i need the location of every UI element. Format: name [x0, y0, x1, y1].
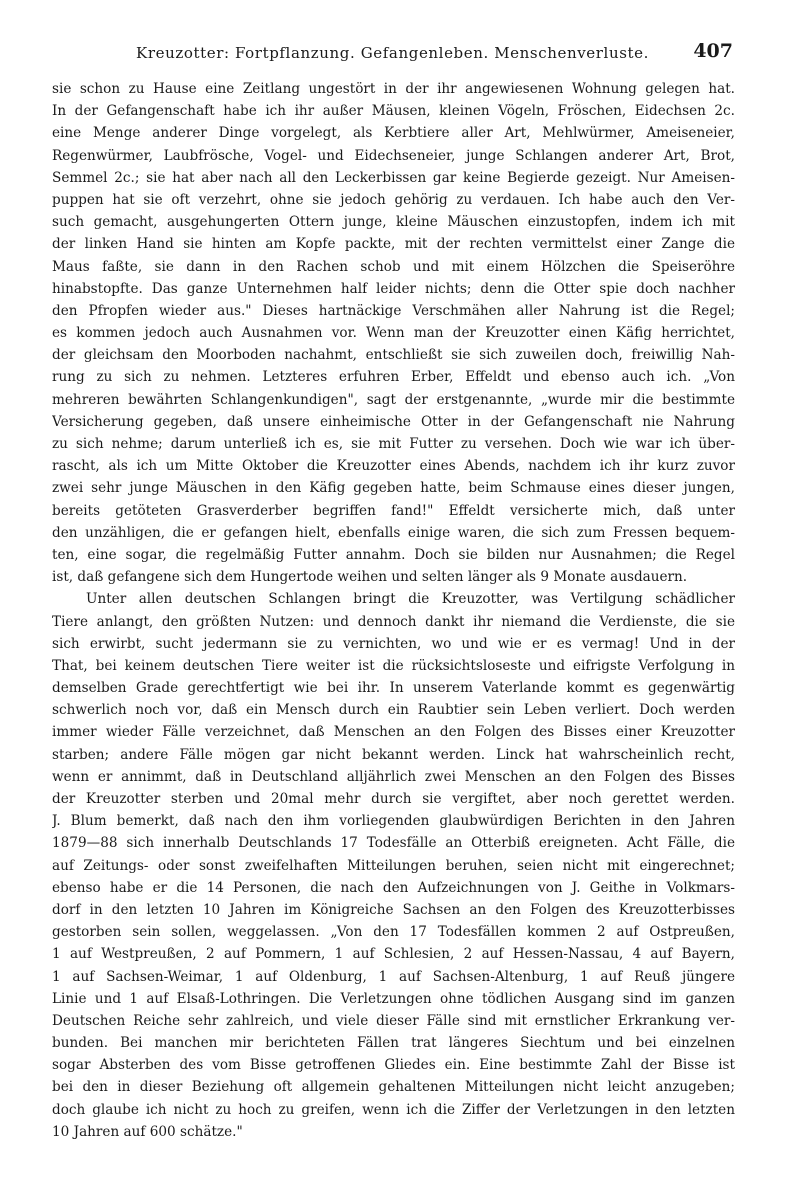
text-line: bei den in dieser Beziehung oft allgemein gehaltenen Mitteilungen nicht leicht anzugeben;	[52, 1079, 735, 1096]
text-line: ten, eine sogar, die regelmäßig Futter annahm. Doch sie bilden nur Ausnahmen; die Regel	[52, 546, 735, 563]
text-line: immer wieder Fälle verzeichnet, daß Menschen an den Folgen des Bisses einer Kreuzotter	[52, 724, 735, 741]
text-line: starben; andere Fälle mögen gar nicht bekannt werden. Linck hat wahrscheinlich recht,	[52, 746, 735, 763]
text-line: sogar Absterben des vom Bisse getroffenen Gliedes ein. Eine bestimmte Zahl der Bisse ist	[52, 1057, 735, 1074]
text-line: schwerlich noch vor, daß ein Mensch durch ein Raubtier sein Leben verliert. Doch werden	[52, 702, 735, 719]
text-line: der Kreuzotter sterben und 20mal mehr durch sie vergiftet, aber noch gerettet werden.	[52, 791, 735, 807]
paragraph	[52, 588, 735, 1143]
text-line: den unzähligen, die er gefangen hielt, ebenfalls einige waren, die sich zum Fressen bequem-	[52, 524, 735, 541]
text-line: Versicherung gegeben, daß unsere einheimische Otter in der Gefangenschaft nie Nahrung	[52, 413, 735, 430]
text-line: mehreren bewährten Schlangenkundigen", sagt der erstgenannte, „wurde mir die bestimmte	[52, 391, 735, 408]
text-line: doch glaube ich nicht zu hoch zu greifen, wenn ich die Ziffer der Verletzungen in den letzten	[52, 1101, 735, 1118]
text-line: zwei sehr junge Mäuschen in den Käfig gegeben hatte, beim Schmause eines dieser jungen,	[52, 480, 735, 497]
running-head: Kreuzotter: Fortpflanzung. Gefangenleben. Menschenverluste.	[136, 44, 649, 62]
text-line: That, bei keinem deutschen Tiere weiter ist die rücksichtsloseste und eifrigste Verfolgung in	[52, 657, 735, 674]
text-line: Deutschen Reiche sehr zahlreich, und viele dieser Fälle sind mit ernstlicher Erkrankung ver-	[52, 1012, 735, 1029]
text-line: demselben Grade gerechtfertigt wie bei ihr. In unserem Vaterlande kommt es gegenwärtig	[52, 680, 735, 697]
text-line: bunden. Bei manchen mir berichteten Fällen trat längeres Siechtum und bei einzelnen	[52, 1035, 735, 1052]
text-line: such gemacht, ausgehungerten Ottern junge, kleine Mäuschen einzustopfen, indem ich mit	[52, 214, 735, 231]
text-line: ist, daß gefangene sich dem Hungertode weihen und selten länger als 9 Monate ausdauern.	[52, 569, 688, 586]
text-line: Regenwürmer, Laubfrösche, Vogel- und Eidechseneier, junge Schlangen anderer Art, Brot,	[52, 147, 735, 164]
text-line: der linken Hand sie hinten am Kopfe packte, mit der rechten vermittelst einer Zange die	[52, 236, 735, 253]
text-line: es kommen jedoch auch Ausnahmen vor. Wenn man der Kreuzotter einen Käfig herrichtet,	[52, 325, 735, 342]
text-line: ebenso habe er die 14 Personen, die nach den Aufzeichnungen von J. Geithe in Volkmars-	[52, 879, 735, 896]
text-line: zu sich nehme; darum unterließ ich es, sie mit Futter zu versehen. Doch wie war ich über-	[52, 436, 735, 452]
text-line: eine Menge anderer Dinge vorgelegt, als Kerbtiere aller Art, Mehlwürmer, Ameiseneier,	[52, 125, 735, 142]
text-line: Maus faßte, sie dann in den Rachen schob und mit einem Hölzchen die Speiseröhre	[52, 258, 735, 275]
page-header	[52, 40, 733, 70]
text-line: 1879—88 sich innerhalb Deutschlands 17 Todesfälle an Otterbiß ereigneten. Acht Fälle, die	[52, 835, 735, 852]
text-line: sich erwirbt, sucht jedermann sie zu vernichten, wo und wie er es vermag! Und in der	[52, 635, 735, 652]
text-line: rung zu sich zu nehmen. Letzteres erfuhren Erber, Effeldt und ebenso auch ich. „Von	[52, 369, 735, 386]
text-line: 10 Jahren auf 600 schätze."	[52, 1123, 243, 1140]
text-line: In der Gefangenschaft habe ich ihr außer Mäusen, kleinen Vögeln, Fröschen, Eidechsen 2c.	[52, 103, 735, 120]
text-line: Linie und 1 auf Elsaß-Lothringen. Die Verletzungen ohne tödlichen Ausgang sind im ganzen	[52, 990, 735, 1007]
text-line: bereits getöteten Grasverderber begriffen fand!" Effeldt versicherte mich, daß unter	[52, 502, 735, 519]
page-number: 407	[693, 40, 733, 62]
paragraph	[52, 78, 735, 588]
text-line: gestorben sein sollen, weggelassen. „Von den 17 Todesfällen kommen 2 auf Ostpreußen,	[52, 924, 735, 941]
text-line: Tiere anlangt, den größten Nutzen: und dennoch dankt ihr niemand die Verdienste, die sie	[52, 613, 735, 630]
body-text	[52, 78, 735, 1143]
text-line: 1 auf Westpreußen, 2 auf Pommern, 1 auf Schlesien, 2 auf Hessen-Nassau, 4 auf Bayern,	[52, 946, 735, 963]
text-line: Unter allen deutschen Schlangen bringt die Kreuzotter, was Vertilgung schädlicher	[86, 591, 735, 608]
text-line: den Pfropfen wieder aus." Dieses hartnäckige Verschmähen aller Nahrung ist die Regel;	[52, 302, 735, 319]
text-line: rascht, als ich um Mitte Oktober die Kreuzotter eines Abends, nachdem ich ihr kurz zuvor	[52, 458, 735, 475]
text-line: J. Blum bemerkt, daß nach den ihm vorliegenden glaubwürdigen Berichten in den Jahren	[52, 813, 735, 830]
text-line: Semmel 2c.; sie hat aber nach all den Leckerbissen gar keine Begierde gezeigt. Nur Ameisen-	[52, 169, 735, 186]
text-line: der gleichsam den Moorboden nachahmt, entschließt sie sich zuweilen doch, freiwillig Nah-	[52, 347, 735, 364]
text-line: 1 auf Sachsen-Weimar, 1 auf Oldenburg, 1 auf Sachsen-Altenburg, 1 auf Reuß jüngere	[52, 968, 735, 985]
text-line: wenn er annimmt, daß in Deutschland alljährlich zwei Menschen an den Folgen des Bisses	[52, 768, 735, 785]
text-line: hinabstopfte. Das ganze Unternehmen half leider nichts; denn die Otter spie doch nachher	[52, 280, 735, 297]
text-line: dorf in den letzten 10 Jahren im Königreiche Sachsen an den Folgen des Kreuzotterbisses	[52, 901, 735, 918]
text-line: sie schon zu Hause eine Zeitlang ungestört in der ihr angewiesenen Wohnung gelegen hat.	[52, 81, 735, 97]
text-line: auf Zeitungs- oder sonst zweifelhaften Mitteilungen beruhen, seien nicht mit eingerechnet;	[52, 857, 735, 874]
text-line: puppen hat sie oft verzehrt, ohne sie jedoch gehörig zu verdauen. Ich habe auch den Ver-	[52, 191, 735, 208]
